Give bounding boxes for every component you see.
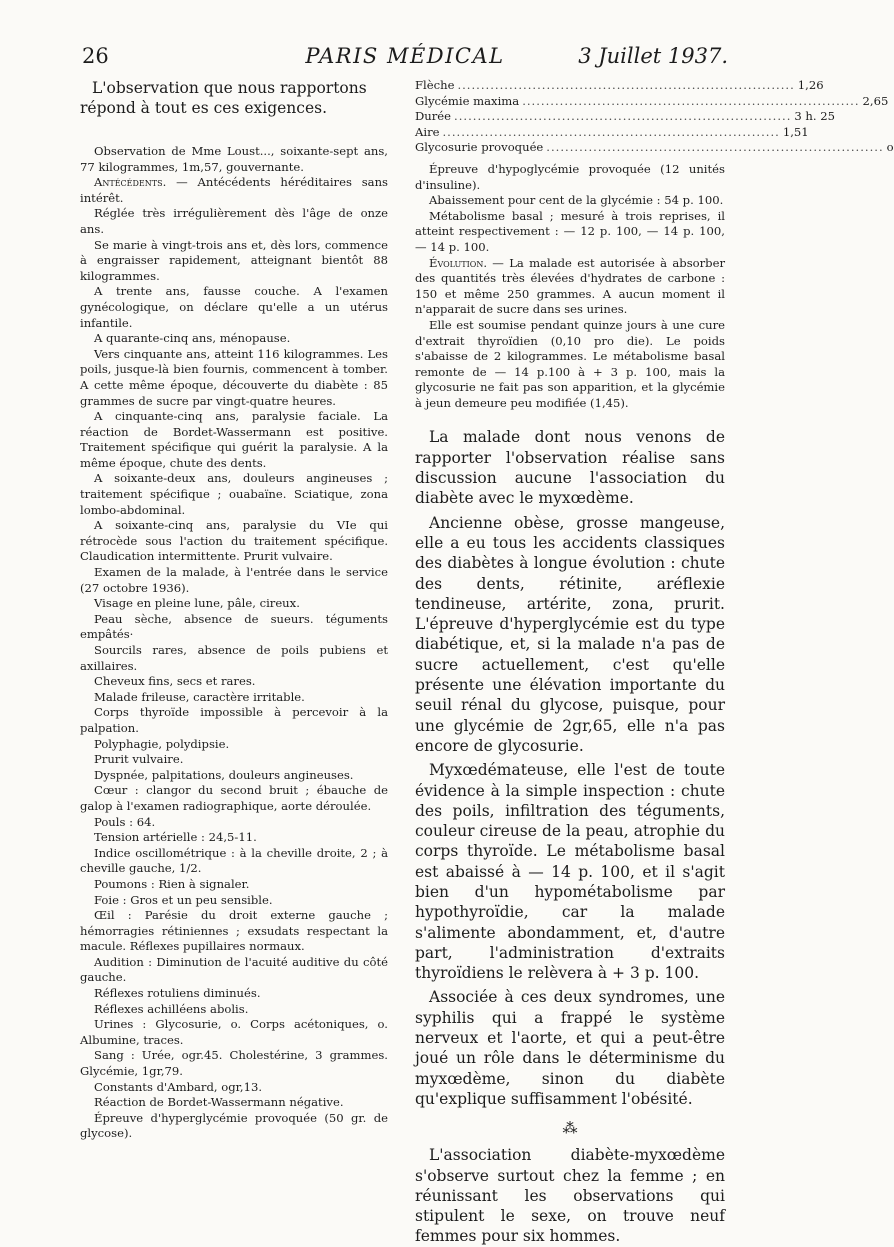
antecedents-label: Antécédents. — [94, 175, 188, 190]
obs-para: Réaction de Bordet-Wassermann négative. [94, 1095, 344, 1110]
section-separator: ⁂ [562, 1119, 578, 1138]
obs-para: Visage en pleine lune, pâle, cireux. [94, 596, 300, 611]
obs-para: Épreuve d'hyperglycémie provoquée (50 gr. de glycose). [80, 1110, 388, 1141]
table-row: Aire ........................................................................ 1,51 [415, 124, 809, 139]
table-row: Glycosurie provoquée ........................................................................ o [415, 140, 894, 155]
discussion-para: La malade dont nous venons de rapporter l'observation réalise sans discussion aucune l'association du diabète avec le myxœdème. [415, 428, 725, 508]
obs-para: Dyspnée, palpitations, douleurs angineuses. [94, 767, 354, 782]
discussion-para: Ancienne obèse, grosse mangeuse, elle a eu tous les accidents classiques des diabètes à longue évolution : chute des dents, rétinite, aréflexie tendineuse, artérite, zona, prurit. L'épreuve d'hyperglycémie est du type diabétique, et, si la malade n'a pas de sucre actuellement, c'est qu'elle présente une élévation importante du seuil rénal du glycose, puisque, pour une glycémie de 2gr,65, elle n'a pas encore de glycosurie. [415, 513, 725, 755]
right-column [415, 78, 894, 1247]
obs-para: Cœur : clangor du second bruit ; ébauche de galop à l'examen radiographique, aorte déroulée. [80, 783, 388, 813]
table-row: Durée ........................................................................ 3 h. 25 [415, 109, 836, 124]
obs-para: Observation de Mme Loust..., soixante-sept ans, 77 kilogrammes, 1m,57, gouvernante. [80, 144, 388, 174]
hypoglycemia-para: Épreuve d'hypoglycémie provoquée (12 unités d'insuline). [415, 161, 725, 192]
abaissement-para: Abaissement pour cent de la glycémie : 54 p. 100. [429, 193, 724, 208]
page-number: 26 [82, 44, 109, 68]
conclusion-para: L'association diabète-myxœdème s'observe surtout chez la femme ; en réunissant les observations qui stipulent le sexe, on trouve neuf femmes pour six hommes. [415, 1146, 725, 1246]
obs-para: Urines : Glycosurie, o. Corps acétoniques, o. Albumine, traces. [80, 1017, 388, 1047]
obs-para: Se marie à vingt-trois ans et, dès lors, commence à engraisser rapidement, atteignant bientôt 88 kilogrammes. [80, 237, 388, 283]
table-row: Flèche ........................................................................ 1,26 [415, 78, 824, 92]
obs-para: Examen de la malade, à l'entrée dans le service (27 octobre 1936). [80, 565, 388, 595]
obs-para: Sang : Urée, ogr.45. Cholestérine, 3 grammes. Glycémie, 1gr,79. [80, 1048, 388, 1079]
metabolism-para: Métabolisme basal ; mesuré à trois reprises, il atteint respectivement : — 12 p. 100, — 14 p. 100, — 14 p. 100. [415, 208, 725, 254]
obs-para: A soixante-cinq ans, paralysie du VIe qui rétrocède sous l'action du traitement spécifique. Claudication intermittente. Prurit vulvaire. [80, 518, 388, 564]
obs-para: Corps thyroïde impossible à percevoir à la palpation. [80, 705, 388, 735]
obs-para: Indice oscillométrique : à la cheville droite, 2 ; à cheville gauche, 1/2. [80, 845, 388, 876]
discussion-para: Associée à ces deux syndromes, une syphilis qui a frappé le système nerveux et l'aorte, et qui a peut-être joué un rôle dans le déterminisme du myxœdème, sinon du diabète qu'explique suffisamment l'obésité. [415, 988, 725, 1108]
obs-para: A soixante-deux ans, douleurs angineuses ; traitement spécifique ; ouabaïne. Sciatique, zona lombo-abdominal. [80, 471, 388, 517]
intro-paragraph: L'observation que nous rapportons répond à tout es ces exigences. [80, 79, 367, 117]
obs-para: Cheveux fins, secs et rares. [94, 674, 256, 689]
page-header [82, 44, 728, 74]
obs-para: Réglée très irrégulièrement dès l'âge de onze ans. [80, 206, 388, 236]
obs-para: Pouls : 64. [94, 814, 156, 829]
obs-para: Constants d'Ambard, ogr,13. [94, 1079, 263, 1094]
obs-para: A cinquante-cinq ans, paralysie faciale. La réaction de Bordet-Wassermann est positive. Traitement spécifique qui guérit la paralysie. A la même époque, chute des dents. [80, 409, 388, 470]
obs-para: Foie : Gros et un peu sensible. [94, 892, 273, 907]
left-column [80, 78, 388, 1142]
discussion-para: Myxœdémateuse, elle l'est de toute évidence à la simple inspection : chute des poils, infiltration des téguments, couleur cireuse de la peau, atrophie du corps thyroïde. Le métabolisme basal est abaissé à — 14 p. 100, et il s'agit bien d'un hypométabolisme par hypothyroïdie, car la malade s'alimente abondamment, et, d'autre part, l'administration d'extraits thyroïdiens le relèvera à + 3 p. 100. [415, 761, 725, 983]
obs-para: A trente ans, fausse couche. A l'examen gynécologique, on déclare qu'elle a un utérus infantile. [80, 284, 388, 330]
evolution-label: Évolution. — [429, 255, 504, 270]
glycemia-table [415, 78, 894, 156]
journal-title: PARIS MÉDICAL [305, 44, 505, 68]
evolution-para: Évolution. — La malade est autorisée à absorber des quantités très élevées d'hydrates de carbone : 150 et même 250 grammes. A aucun moment il n'apparait de sucre dans ses urines. [415, 255, 726, 317]
obs-para: Réflexes achilléens abolis. [94, 1001, 249, 1016]
obs-para: Réflexes rotuliens diminués. [94, 986, 261, 1001]
obs-para: Prurit vulvaire. [94, 752, 184, 767]
obs-para: Tension artérielle : 24,5-11. [94, 830, 257, 845]
issue-date: 3 Juillet 1937. [578, 44, 728, 68]
obs-para: Malade frileuse, caractère irritable. [94, 689, 305, 704]
obs-para: Œil : Parésie du droit externe gauche ; hémorragies rétiniennes ; exsudats respectant la macule. Réflexes pupillaires normaux. [80, 908, 388, 954]
table-row: Glycémie maxima ........................................................................ 2,65 [415, 93, 889, 108]
obs-para: Audition : Diminution de l'acuité auditive du côté gauche. [80, 954, 388, 985]
obs-para: Sourcils rares, absence de poils pubiens et axillaires. [80, 643, 388, 673]
obs-para: Vers cinquante ans, atteint 116 kilogrammes. Les poils, jusque-là bien fournis, commencent à tomber. A cette même époque, découverte du diabète : 85 grammes de sucre par vingt-quatre heures. [80, 346, 388, 408]
thyroid-cure-para: Elle est soumise pendant quinze jours à une cure d'extrait thyroïdien (0,10 pro die). Le poids s'abaisse de 2 kilogrammes. Le métabolisme basal remonte de — 14 p.100 à + 3 p. 100, mais la glycosurie ne fait pas son apparition, et la glycémie à jeun demeure peu modifiée (1,45). [415, 317, 725, 410]
obs-para: Peau sèche, absence de sueurs. téguments empâtés· [80, 611, 388, 642]
obs-para: Poumons : Rien à signaler. [94, 876, 250, 891]
obs-para-antecedents: Antécédents. — Antécédents héréditaires sans intérêt. [80, 175, 389, 205]
obs-para: A quarante-cinq ans, ménopause. [94, 331, 291, 346]
obs-para: Polyphagie, polydipsie. [94, 736, 230, 751]
